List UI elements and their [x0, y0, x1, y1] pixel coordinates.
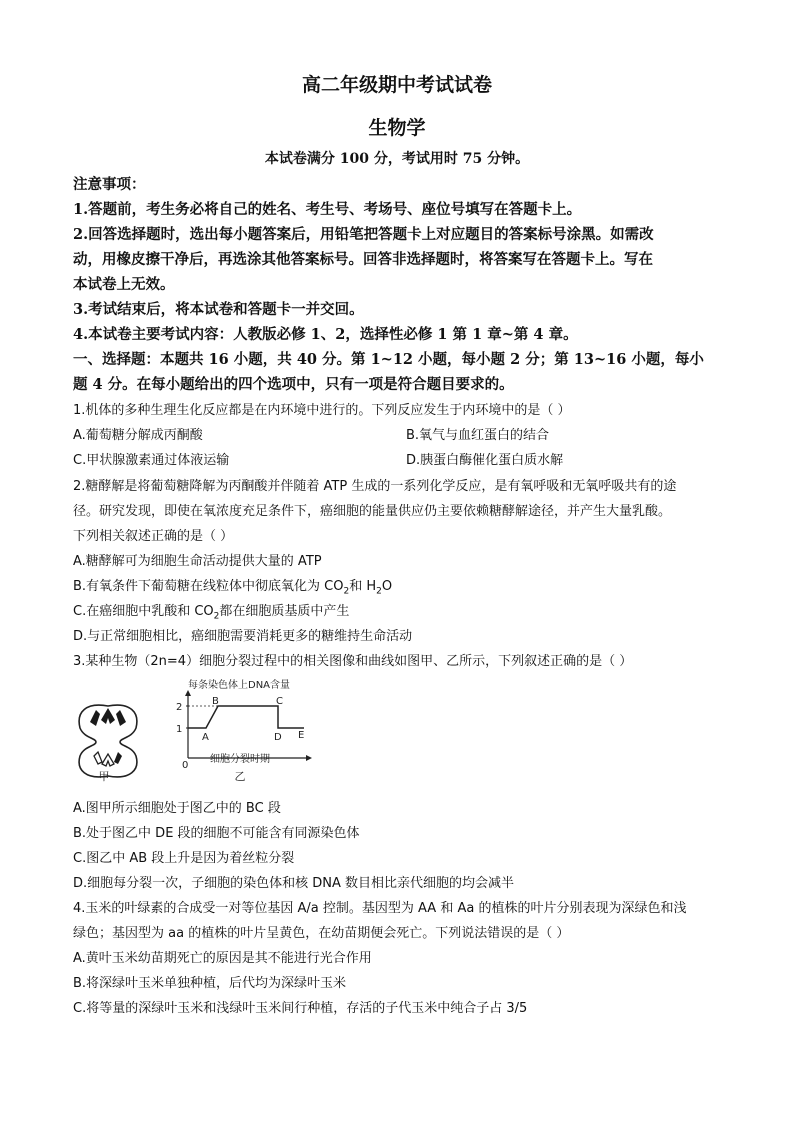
q2-stem-line-2: 径。研究发现，即使在氧浓度充足条件下，癌细胞的能量供应仍主要依赖糖酵解途径，并产生大量乳酸。	[73, 504, 672, 519]
q3-stem: 3.某种生物（2n=4）细胞分裂过程中的相关图像和曲线如图甲、乙所示，下列叙述正确的是（ ）	[73, 654, 633, 669]
note-item-2-line-2: 动，用橡皮擦干净后，再选涂其他答案标号。回答非选择题时，将答案写在答题卡上。写在	[73, 251, 653, 268]
q4-stem-line-1: 4.玉米的叶绿素的合成受一对等位基因 A/a 控制。基因型为 AA 和 Aa 的植株的叶片分别表现为深绿色和浅	[73, 901, 687, 916]
figure-yi-label: 乙	[234, 770, 246, 783]
graph-x-label: 细胞分裂时期	[210, 754, 270, 765]
q1-option-c: C.甲状腺激素通过体液运输	[73, 453, 230, 468]
q4-option-a: A.黄叶玉米幼苗期死亡的原因是其不能进行光合作用	[73, 951, 372, 966]
section-heading-line-2: 题 4 分。在每小题给出的四个选项中，只有一项是符合题目要求的。	[73, 376, 514, 393]
section-heading-line-1: 一、选择题：本题共 16 小题，共 40 分。第 1~12 小题，每小题 2 分；第 13~16 小题，每小	[73, 351, 704, 368]
tick-label-2: 2	[176, 702, 183, 713]
figure-yi-graph	[160, 676, 320, 786]
q2-stem-line-1: 2.糖酵解是将葡萄糖降解为丙酮酸并伴随着 ATP 生成的一系列化学反应，是有氧呼吸和无氧呼吸共有的途	[73, 479, 677, 494]
q4-option-c: C.将等量的深绿叶玉米和浅绿叶玉米间行种植，存活的子代玉米中纯合子占 3/5	[73, 1001, 528, 1016]
note-item-4: 4.本试卷主要考试内容：人教版必修 1、2，选择性必修 1 第 1 章~第 4 章。	[73, 326, 578, 343]
q1-option-b: B.氧气与血红蛋白的结合	[406, 428, 550, 443]
q3-option-b: B.处于图乙中 DE 段的细胞不可能含有同源染色体	[73, 826, 360, 841]
note-item-1: 1.答题前，考生务必将自己的姓名、考生号、考场号、座位号填写在答题卡上。	[73, 201, 582, 218]
note-item-2-line-3: 本试卷上无效。	[73, 276, 175, 293]
q3-option-a: A.图甲所示细胞处于图乙中的 BC 段	[73, 801, 281, 816]
q2-option-b: B.有氧条件下葡萄糖在线粒体中彻底氧化为 $CO_2$和 $H_2O$	[73, 579, 393, 597]
exam-title: 高二年级期中考试试卷	[301, 74, 492, 96]
q2-option-a: A.糖酵解可为细胞生命活动提供大量的 ATP	[73, 554, 322, 569]
q3-option-d: D.细胞每分裂一次，子细胞的染色体和核 DNA 数目相比亲代细胞的均会减半	[73, 876, 515, 891]
exam-info: 本试卷满分 100 分，考试用时 75 分钟。	[264, 151, 530, 167]
figure-jia-label	[94, 768, 114, 784]
q4-stem-line-2: 绿色；基因型为 aa 的植株的叶片呈黄色，在幼苗期便会死亡。下列说法错误的是（ ）	[73, 926, 570, 941]
point-label-c: C	[276, 696, 283, 707]
q1-option-a: A.葡萄糖分解成丙酮酸	[73, 428, 203, 443]
q2-stem-line-3: 下列相关叙述正确的是（ ）	[73, 529, 234, 544]
point-label-a: A	[202, 732, 209, 743]
point-label-d: D	[274, 732, 282, 743]
svg-text:甲: 甲	[98, 770, 110, 783]
q2-option-c: C.在癌细胞中乳酸和 $CO_2$都在细胞质基质中产生	[73, 604, 350, 622]
tick-label-1: 1	[176, 724, 183, 735]
tick-label-0: 0	[182, 760, 189, 771]
graph-y-label: 每条染色体上DNA含量	[188, 680, 291, 691]
subject-title: 生物学	[368, 117, 426, 139]
dna-content-curve	[188, 706, 304, 728]
note-item-3: 3.考试结束后，将本试卷和答题卡一并交回。	[73, 301, 364, 318]
graph-x-arrow-icon	[306, 755, 312, 761]
q1-option-d: D.胰蛋白酶催化蛋白质水解	[406, 453, 564, 468]
note-item-2-line-1: 2.回答选择题时，选出每小题答案后，用铅笔把答题卡上对应题目的答案标号涂黑。如需改	[73, 226, 654, 243]
notes-heading: 注意事项：	[73, 176, 146, 193]
q2-option-d: D.与正常细胞相比，癌细胞需要消耗更多的糖维持生命活动	[73, 629, 413, 644]
q1-stem: 1.机体的多种生理生化反应都是在内环境中进行的。下列反应发生于内环境中的是（ ）	[73, 403, 571, 418]
point-label-b: B	[212, 696, 219, 707]
q4-option-b: B.将深绿叶玉米单独种植，后代均为深绿叶玉米	[73, 976, 347, 991]
q3-option-c: C.图乙中 AB 段上升是因为着丝粒分裂	[73, 851, 295, 866]
point-label-e: E	[298, 730, 305, 741]
